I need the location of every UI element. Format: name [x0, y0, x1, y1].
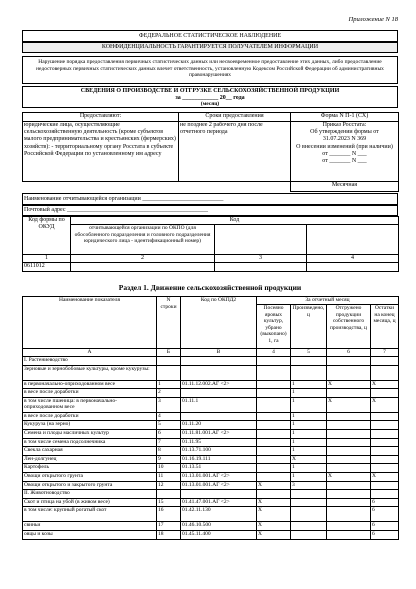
- row-value-cell: 01.11.20: [181, 421, 257, 430]
- row-value-cell: [291, 522, 327, 531]
- row-value-cell: [291, 357, 327, 366]
- code-col-num: 4: [307, 255, 399, 263]
- row-name-cell: Кукуруза (на зерно): [23, 421, 157, 430]
- postal-address-field: Почтовый адрес _______________________________________________: [22, 205, 398, 216]
- row-value-cell: [181, 389, 257, 398]
- col-letter: 7: [371, 349, 399, 357]
- table-row: [23, 397, 399, 412]
- period-hint: (месяц): [200, 101, 220, 108]
- row-value-cell: X: [257, 522, 291, 531]
- row-name-cell: свиньи: [23, 522, 157, 531]
- row-name-cell: II. Животноводство: [23, 490, 157, 499]
- row-value-cell: [371, 357, 399, 366]
- row-value-cell: [327, 412, 371, 421]
- row-value-cell: 5: [157, 421, 181, 430]
- col-name-header: Наименование показателя: [23, 297, 157, 349]
- row-value-cell: 4: [157, 412, 181, 421]
- row-value-cell: 1: [291, 380, 327, 389]
- row-value-cell: [291, 530, 327, 539]
- row-value-cell: 17: [157, 522, 181, 531]
- table-row: [23, 357, 399, 366]
- row-value-cell: [257, 472, 291, 481]
- row-value-cell: 01.42.11.130: [181, 507, 257, 522]
- row-value-cell: 8: [157, 447, 181, 456]
- row-value-cell: [371, 389, 399, 398]
- row-value-cell: X: [327, 472, 371, 481]
- row-name-cell: Лен-долгунец: [23, 455, 157, 464]
- row-value-cell: 1: [291, 447, 327, 456]
- row-value-cell: 01.46.10.500: [181, 522, 257, 531]
- col-n-header: N строки: [157, 297, 181, 349]
- row-value-cell: 12: [157, 481, 181, 490]
- row-value-cell: X: [371, 397, 399, 412]
- col-letter: Б: [157, 349, 181, 357]
- row-name-cell: Зерновые и зернобобовые культуры, кроме кукурузы:: [23, 365, 157, 380]
- row-name-cell: в том числе пшеница: в первоначально-оприходованном весе: [23, 397, 157, 412]
- row-value-cell: X: [257, 507, 291, 522]
- row-value-cell: [327, 389, 371, 398]
- row-value-cell: 01.41.47.001.АГ <2>: [181, 498, 257, 507]
- row-value-cell: 6: [371, 530, 399, 539]
- row-value-cell: [181, 412, 257, 421]
- row-value-cell: [371, 429, 399, 438]
- row-value-cell: [257, 380, 291, 389]
- row-name-cell: в том числе семена подсолнечника: [23, 438, 157, 447]
- row-value-cell: 2: [157, 389, 181, 398]
- col-okpd-header: Код по ОКПД2: [181, 297, 257, 349]
- federal-observation-heading: ФЕДЕРАЛЬНОЕ СТАТИСТИЧЕСКОЕ НАБЛЮДЕНИЕ: [22, 30, 398, 42]
- col-letter: 6: [327, 349, 371, 357]
- table-row: [23, 530, 399, 539]
- row-value-cell: [327, 365, 371, 380]
- row-value-cell: X: [291, 455, 327, 464]
- row-value-cell: 11: [157, 472, 181, 481]
- row-value-cell: [181, 490, 257, 499]
- order-line: от _______ N ___: [322, 150, 367, 157]
- production-table: [22, 296, 399, 540]
- submission-table: [22, 112, 399, 192]
- row-value-cell: [327, 507, 371, 522]
- row-value-cell: [371, 464, 399, 473]
- row-value-cell: [371, 490, 399, 499]
- row-value-cell: [257, 412, 291, 421]
- row-value-cell: [371, 455, 399, 464]
- table-row: [23, 389, 399, 398]
- row-value-cell: X: [371, 472, 399, 481]
- row-value-cell: [327, 498, 371, 507]
- submit-when-header: Сроки предоставления: [179, 113, 291, 122]
- row-value-cell: 15: [157, 498, 181, 507]
- row-value-cell: [371, 421, 399, 430]
- col7-header: Остатки на конец месяца, ц: [371, 305, 399, 349]
- order-line: Об утверждении формы от: [310, 129, 379, 136]
- submit-who-header: Предоставляют:: [23, 113, 179, 122]
- row-value-cell: [157, 365, 181, 380]
- row-name-cell: Свекла сахарная: [23, 447, 157, 456]
- row-value-cell: [257, 421, 291, 430]
- period-line: за ____________ 20__ года: [175, 95, 245, 102]
- row-value-cell: 01.11.81.001.АГ <2>: [181, 429, 257, 438]
- submit-when: не позднее 2 рабочего дня после отчетного периода: [179, 122, 291, 182]
- codes-table: [22, 216, 399, 272]
- row-name-cell: в весе после доработки: [23, 389, 157, 398]
- warning-text: Нарушение порядка предоставления первичных статистических данных или несвоевременное предоставление этих данных, либо предоставление недостоверных первичных статистических данных влечет ответственность, установленную Кодексом Российской Федерации об административных правонарушениях: [22, 56, 398, 84]
- okud-header: Код формы по ОКУД: [23, 217, 71, 255]
- row-value-cell: [257, 429, 291, 438]
- row-value-cell: X: [327, 397, 371, 412]
- row-value-cell: 1: [291, 464, 327, 473]
- row-value-cell: 1: [157, 380, 181, 389]
- row-name-cell: Картофель: [23, 464, 157, 473]
- row-value-cell: 1: [291, 472, 327, 481]
- row-value-cell: [327, 421, 371, 430]
- month-header: За отчетный месяц: [257, 297, 399, 305]
- row-value-cell: [327, 429, 371, 438]
- form-title: СВЕДЕНИЯ О ПРОИЗВОДСТВЕ И ОТГРУЗКЕ СЕЛЬСКОХОЗЯЙСТВЕННОЙ ПРОДУКЦИИ: [80, 88, 340, 94]
- row-name-cell: овцы и козы: [23, 530, 157, 539]
- row-value-cell: 6: [371, 498, 399, 507]
- row-value-cell: [371, 365, 399, 380]
- table-row: [23, 498, 399, 507]
- row-value-cell: [257, 365, 291, 380]
- org-name-field: Наименование отчитывающейся организации ___________________________: [22, 193, 398, 205]
- row-value-cell: 01.13.01.001.АГ <2>: [181, 472, 257, 481]
- table-row: [23, 365, 399, 380]
- row-value-cell: 01.13.51: [181, 464, 257, 473]
- row-value-cell: 6: [371, 522, 399, 531]
- row-value-cell: [257, 397, 291, 412]
- row-value-cell: [257, 447, 291, 456]
- row-value-cell: [291, 490, 327, 499]
- okud-value: 0611012: [23, 263, 71, 272]
- row-value-cell: [371, 438, 399, 447]
- row-value-cell: [257, 455, 291, 464]
- row-value-cell: [257, 389, 291, 398]
- row-value-cell: [327, 464, 371, 473]
- row-value-cell: [327, 357, 371, 366]
- code-col-num: 2: [71, 255, 215, 263]
- col-letter: 4: [257, 349, 291, 357]
- row-value-cell: X: [257, 481, 291, 490]
- row-value-cell: [371, 412, 399, 421]
- table-row: [23, 455, 399, 464]
- table-row: [23, 438, 399, 447]
- row-value-cell: 6: [157, 429, 181, 438]
- letters-row: [23, 349, 399, 357]
- col-letter: 5: [291, 349, 327, 357]
- table-row: [23, 380, 399, 389]
- table-row: [23, 447, 399, 456]
- row-value-cell: 01.11.12.002.АГ <2>: [181, 380, 257, 389]
- row-value-cell: [157, 490, 181, 499]
- confidentiality-heading: КОНФИДЕНЦИАЛЬНОСТЬ ГАРАНТИРУЕТСЯ ПОЛУЧАТЕЛЕМ ИНФОРМАЦИИ: [22, 42, 398, 53]
- row-value-cell: [327, 490, 371, 499]
- col-letter: В: [181, 349, 257, 357]
- periodicity: Месячная: [291, 182, 399, 192]
- table-row: [23, 507, 399, 522]
- row-value-cell: 1: [291, 421, 327, 430]
- order-block: [291, 122, 399, 182]
- code-col-num: 3: [215, 255, 307, 263]
- row-value-cell: [327, 438, 371, 447]
- row-value-cell: 1: [291, 397, 327, 412]
- row-value-cell: [257, 490, 291, 499]
- row-value-cell: 7: [157, 438, 181, 447]
- table-row: [23, 464, 399, 473]
- row-value-cell: 01.13.01.001.АГ <2>: [181, 481, 257, 490]
- row-value-cell: 1: [291, 412, 327, 421]
- okpo-header: отчитывающейся организации по ОКПО (для обособленного подразделения и головного подразделения юридического лица - идентификационный номер): [71, 225, 215, 255]
- row-value-cell: [257, 464, 291, 473]
- row-value-cell: [257, 438, 291, 447]
- row-value-cell: [257, 357, 291, 366]
- row-value-cell: [327, 522, 371, 531]
- row-value-cell: [371, 447, 399, 456]
- order-line: от _______ N ___: [322, 158, 367, 165]
- row-value-cell: [327, 530, 371, 539]
- row-value-cell: 3: [157, 397, 181, 412]
- row-value-cell: [157, 357, 181, 366]
- row-value-cell: 1: [291, 389, 327, 398]
- row-value-cell: 16: [157, 507, 181, 522]
- row-value-cell: [291, 498, 327, 507]
- col4-header: Посеяно яровых культур, убрано (выкопано) 1, га: [257, 305, 291, 349]
- col6-header: Отгружено продукции собственного производства, ц: [327, 305, 371, 349]
- row-value-cell: 6: [371, 507, 399, 522]
- row-value-cell: X: [257, 498, 291, 507]
- col5-header: Произведено, ц: [291, 305, 327, 349]
- row-value-cell: 01.13.71.100: [181, 447, 257, 456]
- row-value-cell: [181, 357, 257, 366]
- title-block: [22, 86, 398, 108]
- row-value-cell: [291, 365, 327, 380]
- code-col-num: 1: [23, 255, 71, 263]
- row-value-cell: [291, 507, 327, 522]
- row-name-cell: Скот и птица на убой (в живом весе): [23, 498, 157, 507]
- form-code-header: Форма N П-1 (СХ): [291, 113, 399, 122]
- row-value-cell: [327, 481, 371, 490]
- row-value-cell: 1: [291, 438, 327, 447]
- row-value-cell: 01.11.95: [181, 438, 257, 447]
- row-value-cell: [327, 447, 371, 456]
- table-row: [23, 490, 399, 499]
- row-value-cell: 01.11.1: [181, 397, 257, 412]
- submit-who: юридические лица, осуществляющие сельскохозяйственную деятельность (кроме субъектов малого предпринимательства и крестьянских (фермерских) хозяйств): - территориальному органу Росстата в субъекте Российской Федерации по установленному им адресу: [23, 122, 179, 182]
- row-name-cell: в том числе: крупный рогатый скот: [23, 507, 157, 522]
- row-name-cell: Семена и плоды масличных культур: [23, 429, 157, 438]
- row-value-cell: 3: [291, 481, 327, 490]
- row-value-cell: 1: [291, 429, 327, 438]
- row-name-cell: Овощи открытого грунта: [23, 472, 157, 481]
- row-value-cell: X: [327, 380, 371, 389]
- row-value-cell: X: [371, 380, 399, 389]
- table-row: [23, 481, 399, 490]
- row-value-cell: 10: [157, 464, 181, 473]
- table-row: [23, 421, 399, 430]
- row-value-cell: X: [257, 530, 291, 539]
- row-name-cell: Овощи открытого и закрытого грунта: [23, 481, 157, 490]
- order-line: Приказ Росстата:: [322, 122, 367, 128]
- row-value-cell: 01.45.11.400: [181, 530, 257, 539]
- row-name-cell: в весе после доработки: [23, 412, 157, 421]
- row-value-cell: [181, 365, 257, 380]
- row-value-cell: 9: [157, 455, 181, 464]
- row-name-cell: I. Растениеводство: [23, 357, 157, 366]
- section-title: Раздел 1. Движение сельскохозяйственной продукции: [118, 283, 302, 292]
- table-row: [23, 472, 399, 481]
- row-name-cell: в первоначально-оприходованном весе: [23, 380, 157, 389]
- row-value-cell: 18: [157, 530, 181, 539]
- row-value-cell: 01.16.19.111: [181, 455, 257, 464]
- col-letter: А: [23, 349, 157, 357]
- appendix-label: Приложение N 18: [348, 16, 398, 23]
- row-value-cell: [371, 481, 399, 490]
- order-line: О внесении изменений (при наличии): [296, 143, 393, 150]
- table-row: [23, 429, 399, 438]
- code-header: Код: [71, 217, 399, 225]
- order-line: 31.07.2023 N 369: [322, 136, 367, 143]
- table-row: [23, 522, 399, 531]
- table-row: [23, 412, 399, 421]
- row-value-cell: [327, 455, 371, 464]
